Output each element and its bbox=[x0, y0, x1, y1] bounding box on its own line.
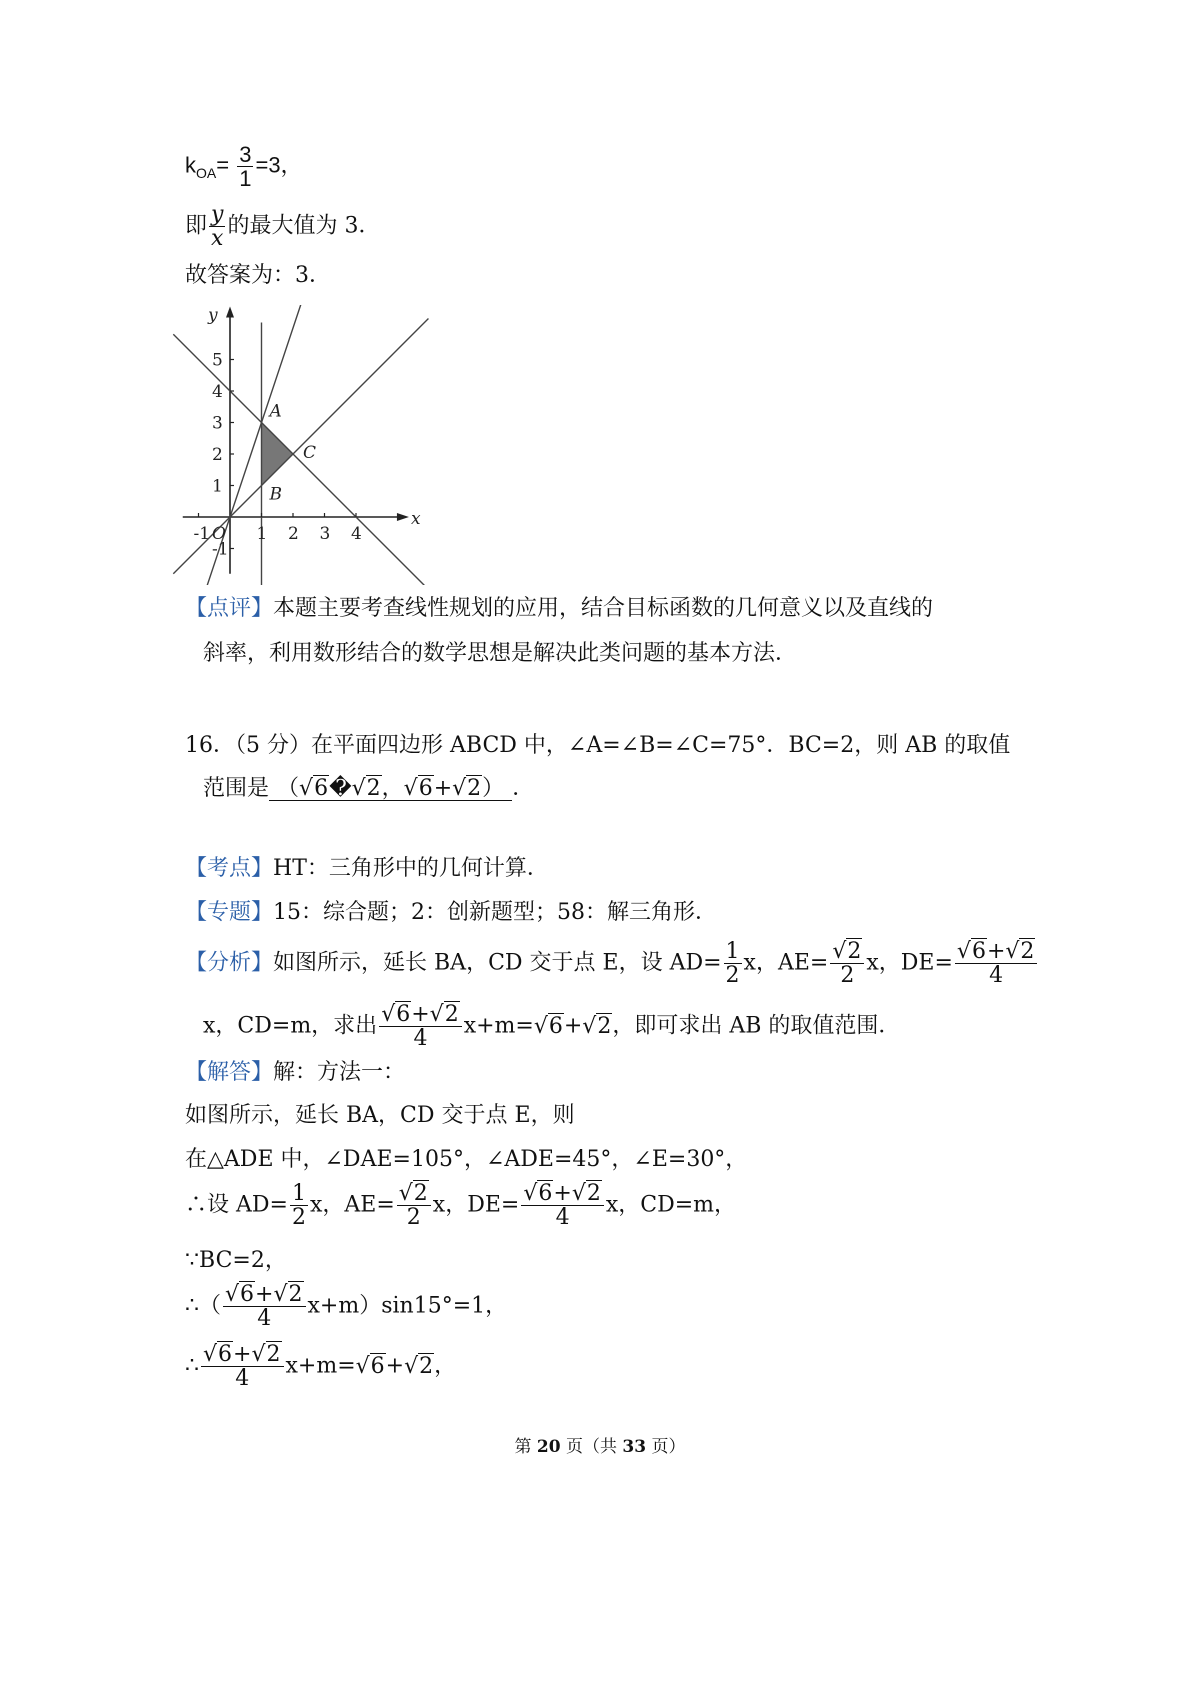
x-tick-label-2: 2 bbox=[288, 524, 299, 544]
x-tick-label-1: 1 bbox=[256, 524, 268, 544]
y-tick-label-1: 1 bbox=[212, 476, 223, 497]
x-axis-arrow bbox=[397, 513, 409, 521]
fraction-sqrt6-plus-sqrt2-over-4: $\frac{√6+√2}{4}$ bbox=[201, 1343, 284, 1390]
solution-line-3: ∴设 AD= $\frac{1}{2}$ x，AE= $\frac{√2}{2}$ x，DE= $\frac{√6+√2}{4}$ x，CD=m， bbox=[185, 1181, 737, 1231]
sqrt-2: √2 bbox=[582, 1013, 612, 1039]
x-axis-label: x bbox=[410, 509, 421, 529]
point-label-A: A bbox=[269, 401, 282, 422]
max-value-line: 即 $\frac{y}{x}$ 的最大值为 3． bbox=[185, 202, 381, 252]
zhuanti-line: 【专题】15：综合题；2：创新题型；58：解三角形． bbox=[185, 900, 718, 925]
y-tick-label--1: -1 bbox=[212, 539, 229, 560]
analysis-tag: 【分析】 bbox=[185, 950, 274, 976]
fraction-1-over-2: $\frac{1}{2}$ bbox=[291, 1181, 306, 1231]
sqrt-6: √6 bbox=[533, 1013, 563, 1039]
page-number: 20 bbox=[536, 1437, 561, 1457]
fraction-3-over-1: $\frac{3}{1}$ bbox=[239, 142, 252, 192]
sqrt-2: √2 bbox=[404, 1353, 434, 1379]
y-tick-label-4: 4 bbox=[212, 382, 223, 402]
sqrt-2: √2 bbox=[452, 776, 482, 801]
sqrt-6: √6 bbox=[355, 1353, 385, 1379]
sqrt-6: √6 bbox=[299, 776, 329, 801]
y-tick-label-5: 5 bbox=[212, 350, 223, 371]
solution-line-1: 如图所示，延长 BA，CD 交于点 E，则 bbox=[185, 1103, 575, 1128]
y-tick-label-2: 2 bbox=[212, 445, 223, 465]
solution-header-line: 【解答】解：方法一： bbox=[185, 1060, 406, 1085]
y-axis-label: y bbox=[208, 305, 218, 326]
y-axis-arrow bbox=[226, 307, 234, 318]
solution-line-4: ∵BC=2， bbox=[185, 1248, 287, 1273]
fraction-sqrt6-plus-sqrt2-over-4: $\frac{√6+√2}{4}$ bbox=[521, 1182, 604, 1229]
zhuanti-tag: 【专题】 bbox=[185, 900, 274, 925]
origin-label: O bbox=[212, 524, 226, 544]
x-tick-label-4: 4 bbox=[351, 524, 362, 544]
y-tick-label-3: 3 bbox=[212, 413, 223, 434]
slope-oa-line: $k_{OA}=$ $\frac{3}{1}$ =3， bbox=[185, 142, 303, 192]
problem-16-line-1: 16．（5 分）在平面四边形 ABCD 中，∠A=∠B=∠C=75°．BC=2，则 AB 的取值 bbox=[185, 733, 1011, 758]
solution-line-5: ∴（ $\frac{√6+√2}{4}$ x+m）sin15°=1， bbox=[185, 1282, 508, 1332]
kaodian-tag: 【考点】 bbox=[185, 856, 274, 881]
analysis-line-1: 【分析】如图所示，延长 BA，CD 交于点 E，设 AD= $\frac{1}{2}$ x，AE= $\frac{√2}{2}$ x，DE= $\frac{√6+√2}{4}$ bbox=[185, 940, 1039, 987]
x-tick-label-3: 3 bbox=[319, 524, 331, 544]
fraction-sqrt6-plus-sqrt2-over-4: $\frac{√6+√2}{4}$ bbox=[379, 1003, 462, 1050]
fraction-sqrt6-plus-sqrt2-over-4: $\frac{√6+√2}{4}$ bbox=[955, 940, 1038, 987]
solution-tag: 【解答】 bbox=[185, 1060, 274, 1085]
problem-16-line-2: 范围是 （√6�√2，√6+√2） ． bbox=[203, 776, 535, 801]
fraction-y-over-x: $\frac{y}{x}$ bbox=[211, 202, 224, 252]
fraction-sqrt2-over-2: $\frac{√2}{2}$ bbox=[830, 940, 864, 987]
shaded-feasible-region bbox=[262, 423, 294, 486]
solution-line-2: 在△ADE 中，∠DAE=105°，∠ADE=45°，∠E=30°， bbox=[185, 1147, 748, 1172]
fraction-sqrt2-over-2: $\frac{√2}{2}$ bbox=[397, 1182, 431, 1229]
kaodian-line: 【考点】HT：三角形中的几何计算． bbox=[185, 856, 549, 881]
answer-line: 故答案为：3． bbox=[185, 263, 331, 288]
comment-line-1: 【点评】本题主要考查线性规划的应用，结合目标函数的几何意义以及直线的 bbox=[185, 596, 934, 621]
x-tick-label--1: -1 bbox=[193, 524, 211, 544]
total-pages: 33 bbox=[622, 1437, 647, 1457]
point-label-B: B bbox=[269, 484, 282, 505]
analysis-line-2: x，CD=m，求出 $\frac{√6+√2}{4}$ x+m=√6+√2，即可求出 AB 的取值范围． bbox=[203, 1002, 901, 1052]
comment-line-2: 斜率，利用数形结合的数学思想是解决此类问题的基本方法． bbox=[203, 641, 798, 666]
comment-tag: 【点评】 bbox=[185, 596, 274, 621]
fraction-1-over-2: $\frac{1}{2}$ bbox=[725, 939, 740, 989]
answer-blank: （√6�√2，√6+√2） bbox=[269, 778, 512, 801]
page-footer: 第 20 页（共 33 页） bbox=[514, 1437, 686, 1457]
point-label-C: C bbox=[303, 443, 317, 463]
sqrt-2: √2 bbox=[351, 776, 381, 801]
sqrt-6: √6 bbox=[403, 776, 433, 801]
coordinate-graph bbox=[160, 305, 450, 585]
solution-line-6: ∴ $\frac{√6+√2}{4}$ x+m=√6+√2， bbox=[185, 1342, 457, 1392]
fraction-sqrt6-plus-sqrt2-over-4: $\frac{√6+√2}{4}$ bbox=[223, 1283, 306, 1330]
